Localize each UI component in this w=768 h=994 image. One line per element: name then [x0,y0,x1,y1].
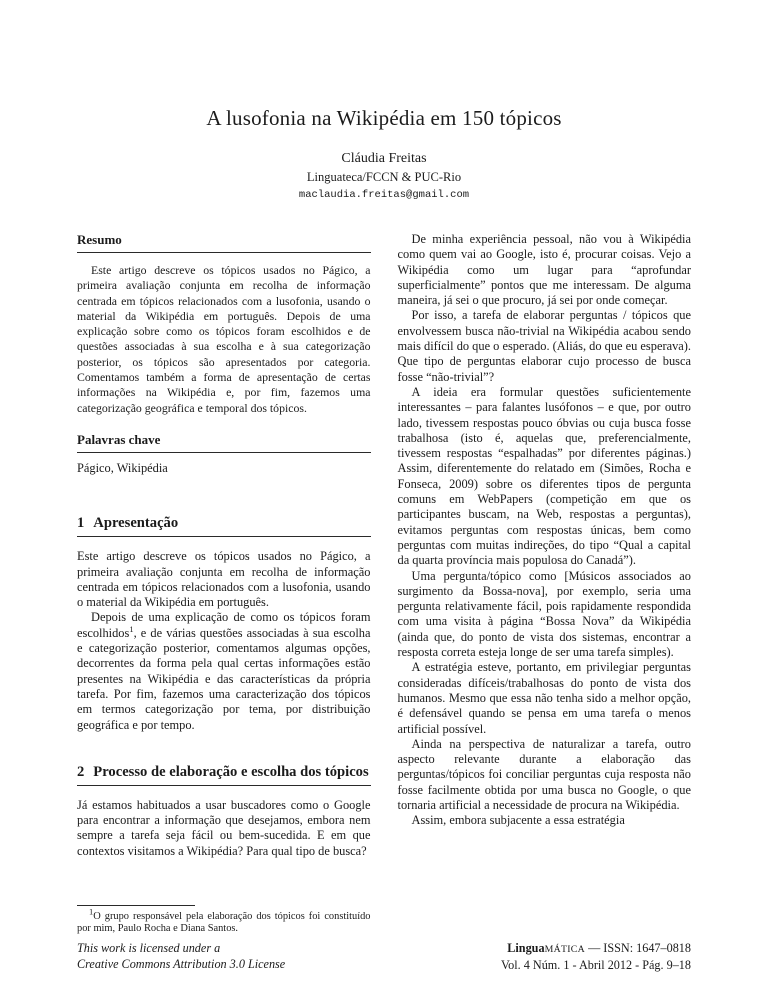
footnote-text [77,906,371,936]
abstract-text: Este artigo descreve os tópicos usados no Págico, a primeira avaliação conjunta em recolha de informação centrada em tópicos relacionados com a lusofonia, usando o material da Wikipédia em português. Depois de uma explicação sobre como os tópicos foram escolhidos e de questões associadas à sua escolha e à sua categorização posterior, os tópicos são apresentados por categoria. Comentamos também a forma de apresentação de certas informações na Wikipédia e, por fim, fazemos uma categorização geográfica e temporal dos tópicos. [77,263,371,415]
author-name: Cláudia Freitas [341,151,427,166]
keywords-heading: Palavras chave [77,432,371,453]
footnote-reference: 1 [129,623,134,634]
section1-paragraph-2-start: Depois de uma explicação de como os tópicos foram escolhidos [77,610,371,640]
footnote-rule [77,905,195,906]
left-column [77,232,371,940]
paper-title: A lusofonia na Wikipédia em 150 tópicos [206,106,562,130]
footnote-marker: 1 [89,906,94,917]
author-email: maclaudia.freitas@gmail.com [298,189,470,201]
journal-volume-line: Vol. 4 Núm. 1 - Abril 2012 - Pág. 9–18 [500,957,691,972]
two-column-body [77,232,691,940]
author-affiliation: Linguateca/FCCN & PUC-Rio [306,170,462,184]
abstract-heading: Resumo [77,232,371,253]
journal-issn-line [501,941,691,958]
right-paragraph-1: De minha experiência pessoal, não vou à Wikipédia como quem vai ao Google, isto é, procurar coisas. Vejo a Wikipédia como um lugar para “aprofundar superficialmente” pontos que me interessam. De alguma maneira, já sei o que procuro, já sei por onde começar. [397,232,691,308]
journal-issn: — ISSN: 1647–0818 [585,941,691,955]
right-paragraph-5: A estratégia esteve, portanto, em privilegiar perguntas consideradas difíceis/trabalhosas do ponto de vista dos humanos. Mesmo que essa não tenha sido a melhor opção, é defensável quando se pensa em uma tarefa o menos artificial possível. [397,660,691,736]
section1-heading [77,514,371,537]
right-column [398,232,692,940]
section1-paragraph-1: Este artigo descreve os tópicos usados no Págico, a primeira avaliação conjunta em recolha de informação centrada em tópicos relacionados com a lusofonia, usando o material da Wikipédia em português. [77,549,371,610]
journal-name-caps: MÁTICA [544,944,586,955]
section2-paragraph-1: Já estamos habituados a usar buscadores como o Google para encontrar a informação que desejamos, embora nem sempre a tarefa seja fácil ou bem-sucedida. E em que contextos visitamos a Wikipédia? Para qual tipo de busca? [77,797,371,858]
right-paragraph-4: Uma pergunta/tópico como [Músicos associados ao surgimento da Bossa-nova], por exemplo, seria uma pergunta relativamente fácil, pois rapidamente respondida com uma visita à página “Bossa Nova” da Wikipédia (ainda que, do ponto de vista dos sistemas, encontrar a resposta correta esteja longe de ser uma tarefa simples). [397,568,691,660]
section1-paragraph-2-rest: , e de várias questões associadas à sua escolha e categorização posterior, comentamos algumas opções, decorrentes da forma pela qual certas informações estão presentes na Wikipédia e das características da própria tarefa. Por fim, fazemos uma caracterização dos tópicos em termos categorização por tema, por distribuição geográfica e por tempo. [77,625,371,732]
keywords-text: Págico, Wikipédia [77,460,168,475]
right-paragraph-7: Assim, embora subjacente a essa estratégia [411,813,625,828]
journal-info [501,941,691,973]
paper-header [0,106,768,201]
right-paragraph-2: Por isso, a tarefa de elaborar perguntas / tópicos que envolvessem busca não-trivial na Wikipédia acabou sendo mais difícil do que o esperado. (Aliás, do que eu esperava). Que tipo de perguntas elaborar cujo processo de busca fosse “não-trivial”? [397,308,691,384]
section2-number: 2 [77,763,85,780]
journal-name-bold: Lingua [507,941,545,955]
right-paragraph-3: A ideia era formular questões suficientemente interessantes – para falantes lusófonos – e que, por outro lado, tivessem respostas pouco óbvias ou cuja busca fosse trabalhosa (isto é, aquelas que, preferencialmente, tivessem respostas “espalhadas” por diferentes páginas.) Assim, diferentemente do relatado em (Simões, Rocha e Fonseca, 2009) sobre os diferentes tipos de pergunta comuns em WebPapers (competição em que os participantes buscam, na Web, respostas a perguntas), evitamos perguntas com respostas únicas, bem como perguntas com muitas indireções, do tipo “Qual a capital da quarta província mais populosa do Canadá”). [397,384,691,568]
section1-title: Apresentação [93,515,179,532]
license-note [77,941,285,972]
footnote [77,905,371,936]
right-paragraph-6: Ainda na perspectiva de naturalizar a tarefa, outro aspecto relevante durante a elaboração das perguntas/tópicos foi conciliar perguntas cuja resposta não fosse facilmente obtida por uma busca no Google, o que tornaria artificial a necessidade de procura na Wikipédia. [397,736,691,812]
footnote-body: O grupo responsável pela elaboração dos tópicos foi constituído por mim, Paulo Rocha e Diana Santos. [77,910,371,935]
license-line-1: This work is licensed under a [77,941,221,955]
license-line-2: Creative Commons Attribution 3.0 License [77,956,286,971]
page-footer [77,941,691,973]
section1-number: 1 [77,515,85,532]
section2-title: Processo de elaboração e escolha dos tópicos [93,763,369,780]
section1-paragraph-2 [77,610,371,732]
section2-heading [77,763,371,786]
